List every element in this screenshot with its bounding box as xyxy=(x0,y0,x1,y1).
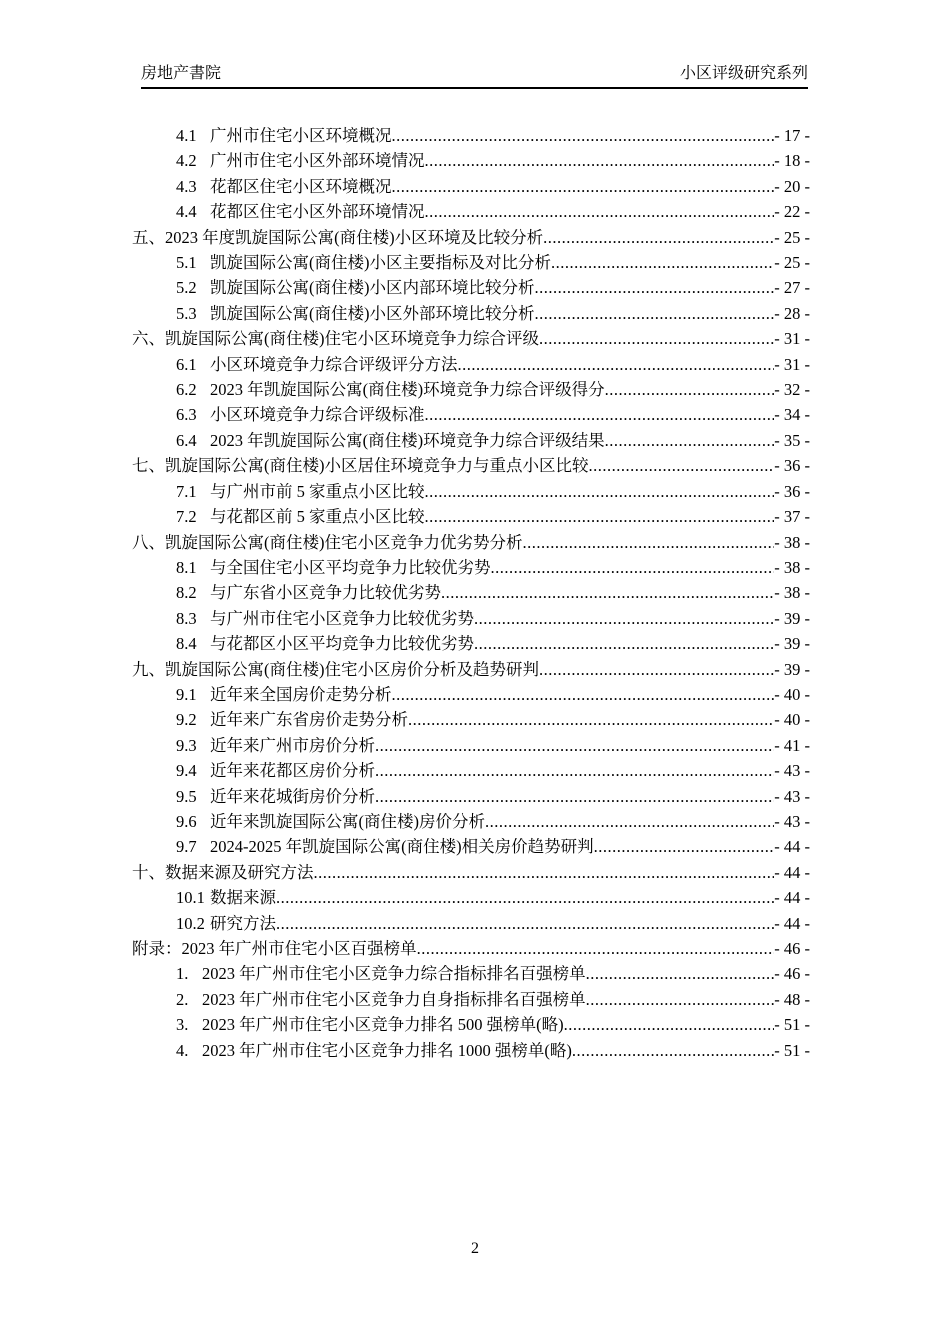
toc-entry[interactable] xyxy=(132,758,810,783)
toc-entry[interactable] xyxy=(132,402,810,427)
toc-entry[interactable] xyxy=(132,631,810,656)
toc-entry-title: 研究方法 xyxy=(210,913,276,933)
toc-leader-dots xyxy=(539,657,774,682)
toc-entry-number: 9.2 xyxy=(176,710,197,730)
toc-entry-page-number: - 43 - xyxy=(774,786,810,806)
toc-leader-dots xyxy=(564,1012,775,1037)
toc-leader-dots xyxy=(586,961,775,986)
toc-entry-page-number: - 44 - xyxy=(774,888,810,908)
toc-entry[interactable] xyxy=(132,682,810,707)
toc-entry-page-number: - 44 - xyxy=(774,837,810,857)
toc-entry[interactable] xyxy=(132,784,810,809)
toc-entry-number: 4. xyxy=(176,1040,189,1060)
header-right-text: 小区评级研究系列 xyxy=(679,65,808,82)
toc-leader-dots xyxy=(441,580,774,605)
toc-entry-title: 2023 年凯旋国际公寓(商住楼)环境竞争力综合评级得分 xyxy=(210,380,605,400)
toc-leader-dots xyxy=(535,301,775,326)
toc-entry-title: 近年来广州市房价分析 xyxy=(210,735,375,755)
toc-entry-title: 2023 年广州市住宅小区竞争力排名 1000 强榜单(略) xyxy=(202,1040,572,1060)
toc-entry-number: 4.4 xyxy=(176,202,197,222)
toc-entry-title: 与广州市前 5 家重点小区比较 xyxy=(210,481,425,501)
toc-entry-page-number: - 44 - xyxy=(774,913,810,933)
toc-entry-page-number: - 38 - xyxy=(774,532,810,552)
toc-entry-title: 2023 年度凯旋国际公寓(商住楼)小区环境及比较分析 xyxy=(165,227,544,247)
toc-entry-page-number: - 43 - xyxy=(774,761,810,781)
toc-entry-title: 2023 年广州市住宅小区百强榜单 xyxy=(181,939,417,958)
toc-entry[interactable] xyxy=(132,428,810,453)
toc-entry[interactable] xyxy=(132,885,810,910)
toc-entry-number: 6.4 xyxy=(176,430,197,450)
toc-entry-title: 2023 年广州市住宅小区竞争力自身指标排名百强榜单 xyxy=(202,989,586,1009)
toc-leader-dots xyxy=(586,987,775,1012)
toc-entry-page-number: - 51 - xyxy=(774,1015,810,1035)
toc-entry-number: 4.2 xyxy=(176,151,197,171)
toc-entry-page-number: - 28 - xyxy=(774,303,810,323)
toc-leader-dots xyxy=(594,834,775,859)
toc-entry-number: 9.1 xyxy=(176,684,197,704)
toc-entry-title: 凯旋国际公寓(商住楼)小区内部环境比较分析 xyxy=(210,278,535,298)
toc-leader-dots xyxy=(543,225,774,250)
toc-entry-title: 近年来广东省房价走势分析 xyxy=(210,710,408,730)
toc-entry-number: 7.2 xyxy=(176,507,197,527)
toc-entry-page-number: - 20 - xyxy=(774,176,810,196)
toc-entry-page-number: - 25 - xyxy=(774,253,810,273)
toc-entry-page-number: - 38 - xyxy=(774,583,810,603)
toc-entry-page-number: - 40 - xyxy=(774,684,810,704)
toc-entry-title: 凯旋国际公寓(商住楼)小区外部环境比较分析 xyxy=(210,303,535,323)
toc-entry-title: 与广州市住宅小区竞争力比较优劣势 xyxy=(210,608,474,628)
toc-entry-page-number: - 18 - xyxy=(774,151,810,171)
toc-entry-page-number: - 46 - xyxy=(774,964,810,984)
toc-entry-page-number: - 39 - xyxy=(774,608,810,628)
toc-entry-title: 近年来全国房价走势分析 xyxy=(210,684,392,704)
page-footer xyxy=(0,1240,950,1258)
toc-entry-number: 5.3 xyxy=(176,303,197,323)
toc-entry-number: 8.1 xyxy=(176,557,197,577)
toc-entry[interactable] xyxy=(132,860,810,885)
toc-entry-title: 花都区住宅小区环境概况 xyxy=(210,176,392,196)
toc-entry-number: 3. xyxy=(176,1015,189,1035)
toc-entry-number: 8.3 xyxy=(176,608,197,628)
page-number: 2 xyxy=(471,1240,479,1257)
header-left-text: 房地产書院 xyxy=(141,65,222,82)
toc-entry-number: 7.1 xyxy=(176,481,197,501)
toc-entry[interactable] xyxy=(132,657,810,682)
toc-entry-title: 2023 年广州市住宅小区竞争力综合指标排名百强榜单 xyxy=(202,964,586,984)
toc-entry-number: 10.1 xyxy=(176,888,205,908)
toc-leader-dots xyxy=(276,885,774,910)
toc-entry-number: 9.4 xyxy=(176,761,197,781)
toc-entry-title: 小区环境竞争力综合评级标准 xyxy=(210,405,425,425)
toc-leader-dots xyxy=(314,860,775,885)
page-header xyxy=(141,65,808,89)
toc-leader-dots xyxy=(375,733,774,758)
toc-entry-page-number: - 22 - xyxy=(774,202,810,222)
toc-entry-number: 1. xyxy=(176,964,189,984)
toc-entry-title: 凯旋国际公寓(商住楼)小区主要指标及对比分析 xyxy=(210,253,551,273)
toc-entry[interactable] xyxy=(132,809,810,834)
toc-entry[interactable] xyxy=(132,555,810,580)
toc-entry-number: 8.2 xyxy=(176,583,197,603)
toc-leader-dots xyxy=(392,682,775,707)
toc-entry-number: 五、 xyxy=(132,227,165,247)
toc-entry[interactable] xyxy=(132,606,810,631)
toc-entry[interactable] xyxy=(132,1038,810,1063)
toc-entry[interactable] xyxy=(132,225,810,250)
toc-entry-title: 数据来源及研究方法 xyxy=(165,862,314,882)
toc-entry-page-number: - 31 - xyxy=(774,354,810,374)
toc-entry-title: 与花都区前 5 家重点小区比较 xyxy=(210,507,425,527)
toc-leader-dots xyxy=(425,199,775,224)
toc-entry[interactable] xyxy=(132,148,810,173)
toc-entry-page-number: - 32 - xyxy=(774,380,810,400)
toc-entry-page-number: - 37 - xyxy=(774,507,810,527)
toc-leader-dots xyxy=(392,174,775,199)
toc-entry-number: 七、 xyxy=(132,456,165,476)
toc-entry[interactable] xyxy=(132,580,810,605)
toc-entry-number: 4.1 xyxy=(176,126,197,145)
toc-entry[interactable] xyxy=(132,123,810,148)
toc-entry-title: 凯旋国际公寓(商住楼)住宅小区环境竞争力综合评级 xyxy=(165,329,539,349)
toc-entry[interactable] xyxy=(132,961,810,986)
toc-entry-title: 近年来花城街房价分析 xyxy=(210,786,375,806)
toc-leader-dots xyxy=(425,479,775,504)
toc-entry[interactable] xyxy=(132,301,810,326)
toc-entry[interactable] xyxy=(132,352,810,377)
toc-entry[interactable] xyxy=(132,479,810,504)
toc-entry-page-number: - 31 - xyxy=(774,329,810,349)
toc-leader-dots xyxy=(425,504,775,529)
toc-entry-title: 凯旋国际公寓(商住楼)小区居住环境竞争力与重点小区比较 xyxy=(165,456,589,476)
toc-entry[interactable] xyxy=(132,250,810,275)
toc-entry-number: 10.2 xyxy=(176,913,205,933)
toc-entry-title: 与花都区小区平均竞争力比较优劣势 xyxy=(210,634,474,654)
toc-leader-dots xyxy=(474,606,774,631)
toc-entry-page-number: - 40 - xyxy=(774,710,810,730)
toc-entry-number: 9.5 xyxy=(176,786,197,806)
toc-entry-number: 6.2 xyxy=(176,380,197,400)
toc-leader-dots xyxy=(425,148,775,173)
toc-entry-page-number: - 39 - xyxy=(774,659,810,679)
toc-entry[interactable] xyxy=(132,199,810,224)
toc-leader-dots xyxy=(491,555,775,580)
toc-entry-title: 花都区住宅小区外部环境情况 xyxy=(210,202,425,222)
toc-entry-number: 六、 xyxy=(132,329,165,349)
toc-entry-page-number: - 27 - xyxy=(774,278,810,298)
toc-entry-title: 近年来凯旋国际公寓(商住楼)房价分析 xyxy=(210,811,485,831)
toc-leader-dots xyxy=(408,707,774,732)
toc-leader-dots xyxy=(523,530,775,555)
toc-entry-number: 十、 xyxy=(132,862,165,882)
toc-entry-page-number: - 46 - xyxy=(774,939,810,958)
toc-entry-title: 凯旋国际公寓(商住楼)住宅小区竞争力优劣势分析 xyxy=(165,532,523,552)
toc-leader-dots xyxy=(605,377,775,402)
toc-leader-dots xyxy=(485,809,774,834)
toc-entry-page-number: - 35 - xyxy=(774,430,810,450)
toc-entry[interactable] xyxy=(132,504,810,529)
toc-leader-dots xyxy=(375,784,774,809)
toc-leader-dots xyxy=(535,275,775,300)
toc-entry-page-number: - 34 - xyxy=(774,405,810,425)
toc-entry[interactable] xyxy=(132,1012,810,1037)
toc-leader-dots xyxy=(375,758,774,783)
toc-entry-number: 2. xyxy=(176,989,189,1009)
toc-leader-dots xyxy=(539,326,774,351)
toc-entry-title: 凯旋国际公寓(商住楼)住宅小区房价分析及趋势研判 xyxy=(165,659,539,679)
toc-entry[interactable] xyxy=(132,987,810,1012)
toc-entry-page-number: - 36 - xyxy=(774,481,810,501)
toc-entry-number: 9.7 xyxy=(176,837,197,857)
toc-entry[interactable] xyxy=(132,936,810,961)
toc-entry-title: 数据来源 xyxy=(210,888,276,908)
toc-entry-page-number: - 41 - xyxy=(774,735,810,755)
toc-leader-dots xyxy=(458,352,775,377)
toc-entry-page-number: - 39 - xyxy=(774,634,810,654)
toc-entry[interactable] xyxy=(132,326,810,351)
toc-entry[interactable] xyxy=(132,707,810,732)
toc-entry[interactable] xyxy=(132,174,810,199)
toc-entry-number: 6.3 xyxy=(176,405,197,425)
toc-entry-number: 8.4 xyxy=(176,634,197,654)
toc-leader-dots xyxy=(392,123,775,148)
toc-entry-number: 6.1 xyxy=(176,354,197,374)
toc-leader-dots xyxy=(605,428,775,453)
toc-entry-number: 5.2 xyxy=(176,278,197,298)
toc-entry-number: 4.3 xyxy=(176,176,197,196)
toc-entry-title: 近年来花都区房价分析 xyxy=(210,761,375,781)
toc-leader-dots xyxy=(276,911,774,936)
toc-entry[interactable] xyxy=(132,911,810,936)
toc-entry[interactable] xyxy=(132,530,810,555)
toc-entry-page-number: - 17 - xyxy=(774,126,810,145)
toc-entry-title: 小区环境竞争力综合评级评分方法 xyxy=(210,354,458,374)
toc-entry[interactable] xyxy=(132,733,810,758)
toc-entry-title: 2023 年凯旋国际公寓(商住楼)环境竞争力综合评级结果 xyxy=(210,430,605,450)
toc-entry-title: 与广东省小区竞争力比较优劣势 xyxy=(210,583,441,603)
toc-entry-title: 与全国住宅小区平均竞争力比较优劣势 xyxy=(210,557,491,577)
toc-entry-title: 2023 年广州市住宅小区竞争力排名 500 强榜单(略) xyxy=(202,1015,564,1035)
table-of-contents xyxy=(132,123,810,1063)
toc-entry-title: 2024-2025 年凯旋国际公寓(商住楼)相关房价趋势研判 xyxy=(210,837,594,857)
toc-entry[interactable] xyxy=(132,453,810,478)
toc-entry-number: 9.3 xyxy=(176,735,197,755)
toc-entry-page-number: - 51 - xyxy=(774,1040,810,1060)
toc-leader-dots xyxy=(551,250,774,275)
toc-entry-number: 八、 xyxy=(132,532,165,552)
toc-entry-page-number: - 48 - xyxy=(774,989,810,1009)
toc-entry[interactable] xyxy=(132,834,810,859)
toc-entry-page-number: - 36 - xyxy=(774,456,810,476)
toc-entry-title: 广州市住宅小区外部环境情况 xyxy=(210,151,425,171)
toc-entry-page-number: - 44 - xyxy=(774,862,810,882)
toc-entry-title: 广州市住宅小区环境概况 xyxy=(210,126,392,145)
toc-leader-dots xyxy=(417,936,775,961)
toc-entry-page-number: - 25 - xyxy=(774,227,810,247)
toc-entry-page-number: - 43 - xyxy=(774,811,810,831)
toc-entry-number: 9.6 xyxy=(176,811,197,831)
toc-entry[interactable] xyxy=(132,377,810,402)
toc-leader-dots xyxy=(425,402,775,427)
toc-entry-number: 附录： xyxy=(132,939,182,958)
toc-entry[interactable] xyxy=(132,275,810,300)
toc-leader-dots xyxy=(589,453,775,478)
toc-entry-number: 5.1 xyxy=(176,253,197,273)
toc-entry-page-number: - 38 - xyxy=(774,557,810,577)
toc-entry-number: 九、 xyxy=(132,659,165,679)
toc-leader-dots xyxy=(572,1038,774,1063)
toc-leader-dots xyxy=(474,631,774,656)
